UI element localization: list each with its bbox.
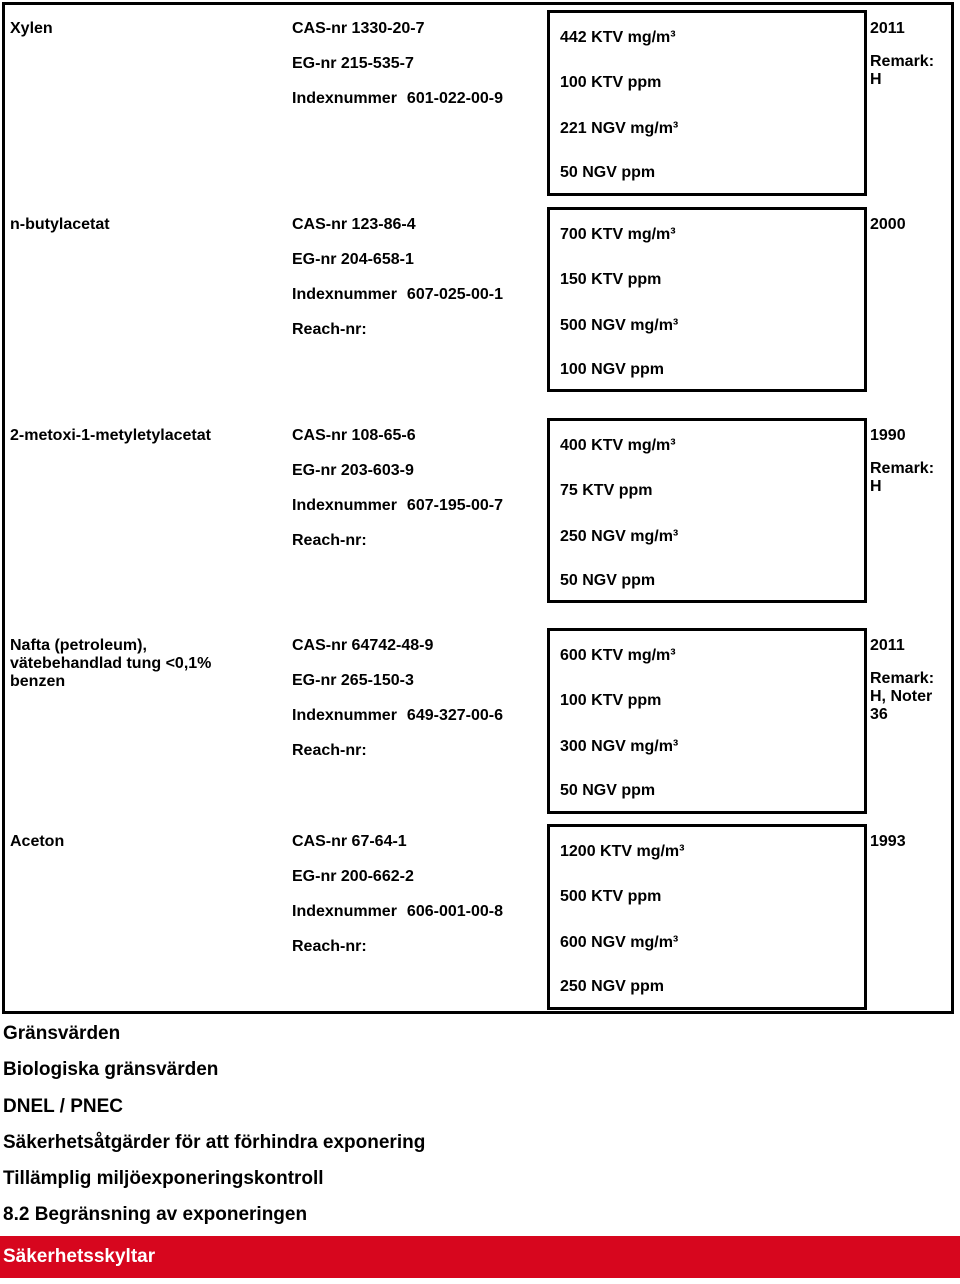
year-remark bbox=[870, 833, 956, 866]
index-value: 649-327-00-6 bbox=[406, 707, 503, 724]
year: 1990 bbox=[870, 427, 906, 444]
limit-value: 50 NGV ppm bbox=[560, 782, 656, 799]
eg-number: EG-nr 203-603-9 bbox=[292, 462, 414, 479]
substance-name: Aceton bbox=[10, 833, 65, 850]
limit-values-box bbox=[547, 207, 867, 392]
year: 1993 bbox=[870, 833, 906, 850]
index-label: Indexnummer bbox=[292, 707, 397, 724]
index-number bbox=[292, 286, 542, 321]
limit-values-box bbox=[547, 10, 867, 196]
cas-number: CAS-nr 108-65-6 bbox=[292, 427, 416, 444]
heading-limit-values: Gränsvärden bbox=[3, 1023, 121, 1044]
index-label: Indexnummer bbox=[292, 90, 397, 107]
year-remark bbox=[870, 20, 956, 89]
heading-safety-measures: Säkerhetsåtgärder för att förhindra exponering bbox=[3, 1132, 426, 1153]
limit-value: 442 KTV mg/m³ bbox=[560, 29, 676, 46]
heading-dnel-pnec: DNEL / PNEC bbox=[3, 1096, 124, 1117]
substance-identifiers bbox=[292, 637, 542, 777]
limit-values-box bbox=[547, 418, 867, 603]
limit-value: 250 NGV ppm bbox=[560, 978, 665, 995]
limit-value: 500 KTV ppm bbox=[560, 888, 662, 905]
cas-number: CAS-nr 64742-48-9 bbox=[292, 637, 434, 654]
limit-value: 250 NGV mg/m³ bbox=[560, 528, 679, 545]
index-number bbox=[292, 707, 542, 742]
substance-name: 2-metoxi-1-metyletylacetat bbox=[10, 427, 211, 444]
eg-number: EG-nr 265-150-3 bbox=[292, 672, 414, 689]
limit-value: 150 KTV ppm bbox=[560, 271, 662, 288]
limit-value: 400 KTV mg/m³ bbox=[560, 437, 676, 454]
remark-label: Remark: bbox=[870, 53, 935, 70]
remark: H bbox=[870, 71, 882, 88]
index-number bbox=[292, 903, 542, 938]
eg-number: EG-nr 200-662-2 bbox=[292, 868, 414, 885]
index-number bbox=[292, 90, 542, 125]
limit-value: 1200 KTV mg/m³ bbox=[560, 843, 685, 860]
reach-number: Reach-nr: bbox=[292, 742, 367, 759]
reach-number: Reach-nr: bbox=[292, 321, 367, 338]
heading-section-8-2: 8.2 Begränsning av exponeringen bbox=[3, 1204, 308, 1225]
cas-number: CAS-nr 123-86-4 bbox=[292, 216, 416, 233]
index-value: 606-001-00-8 bbox=[406, 903, 503, 920]
reach-number: Reach-nr: bbox=[292, 532, 367, 549]
eg-number: EG-nr 215-535-7 bbox=[292, 55, 414, 72]
limit-value: 300 NGV mg/m³ bbox=[560, 738, 679, 755]
index-label: Indexnummer bbox=[292, 286, 397, 303]
substance-identifiers bbox=[292, 20, 542, 125]
cas-number: CAS-nr 1330-20-7 bbox=[292, 20, 425, 37]
year: 2011 bbox=[870, 20, 905, 37]
year-remark bbox=[870, 216, 956, 249]
limit-values-box bbox=[547, 628, 867, 814]
limit-value: 600 NGV mg/m³ bbox=[560, 934, 679, 951]
eg-number: EG-nr 204-658-1 bbox=[292, 251, 414, 268]
limit-value: 500 NGV mg/m³ bbox=[560, 317, 679, 334]
index-label: Indexnummer bbox=[292, 903, 397, 920]
limit-value: 50 NGV ppm bbox=[560, 164, 656, 181]
substance-identifiers bbox=[292, 833, 542, 973]
substance-identifiers bbox=[292, 216, 542, 356]
index-label: Indexnummer bbox=[292, 497, 397, 514]
limit-value: 100 KTV ppm bbox=[560, 692, 662, 709]
cas-number: CAS-nr 67-64-1 bbox=[292, 833, 407, 850]
limit-values-box bbox=[547, 824, 867, 1010]
index-value: 601-022-00-9 bbox=[406, 90, 503, 107]
limit-value: 75 KTV ppm bbox=[560, 482, 653, 499]
substance-identifiers bbox=[292, 427, 542, 567]
remark: H bbox=[870, 478, 882, 495]
substance-name: n-butylacetat bbox=[10, 216, 110, 233]
index-number bbox=[292, 497, 542, 532]
remark-label: Remark: bbox=[870, 460, 935, 477]
limit-value: 700 KTV mg/m³ bbox=[560, 226, 676, 243]
year-remark bbox=[870, 637, 945, 724]
limit-value: 50 NGV ppm bbox=[560, 572, 656, 589]
limit-value: 221 NGV mg/m³ bbox=[560, 120, 679, 137]
remark-label: Remark: bbox=[870, 670, 935, 687]
heading-biological-limits: Biologiska gränsvärden bbox=[3, 1059, 219, 1080]
limit-value: 100 KTV ppm bbox=[560, 74, 662, 91]
remark: H, Noter 36 bbox=[870, 688, 933, 723]
year: 2000 bbox=[870, 216, 906, 233]
heading-env-control: Tillämplig miljöexponeringskontroll bbox=[3, 1168, 324, 1189]
year-remark bbox=[870, 427, 956, 496]
index-value: 607-025-00-1 bbox=[406, 286, 503, 303]
safety-signs-banner bbox=[0, 1236, 960, 1278]
substance-name: Nafta (petroleum), vätebehandlad tung <0,1% benzen bbox=[10, 637, 212, 690]
reach-number: Reach-nr: bbox=[292, 938, 367, 955]
substance-name: Xylen bbox=[10, 20, 53, 37]
banner-title: Säkerhetsskyltar bbox=[3, 1246, 156, 1267]
limit-value: 100 NGV ppm bbox=[560, 361, 665, 378]
index-value: 607-195-00-7 bbox=[406, 497, 503, 514]
limit-value: 600 KTV mg/m³ bbox=[560, 647, 676, 664]
year: 2011 bbox=[870, 637, 905, 654]
